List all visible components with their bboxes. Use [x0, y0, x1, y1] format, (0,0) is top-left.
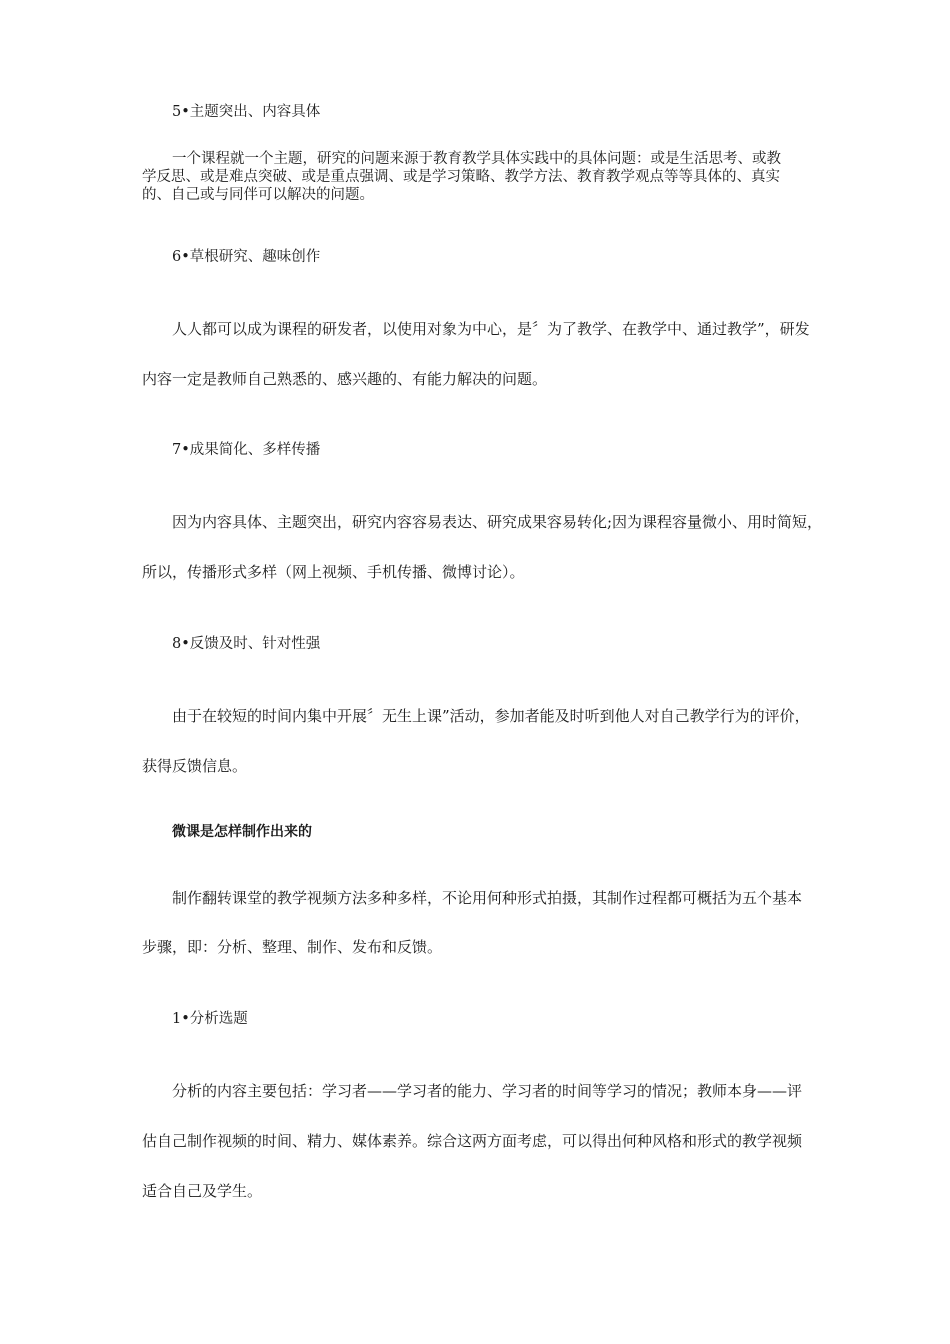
- paragraph-line: 制作翻转课堂的教学视频方法多种多样，不论用何种形式拍摄，其制作过程都可概括为五个基本: [172, 889, 803, 907]
- paragraph-line: 学反思、或是难点突破、或是重点强调、或是学习策略、教学方法、教育教学观点等等具体的、真实: [142, 169, 780, 185]
- section-heading-8: 8•反馈及时、针对性强: [172, 636, 321, 652]
- paragraph-line: 的、自己或与同伴可以解决的问题。: [142, 187, 374, 203]
- paragraph-line: 因为内容具体、主题突出，研究内容容易表达、研究成果容易转化;因为课程容量微小、用时简短，: [172, 513, 823, 531]
- paragraph-line: 一个课程就一个主题，研究的问题来源于教育教学具体实践中的具体问题：或是生活思考、或教: [172, 151, 781, 167]
- paragraph-line: 分析的内容主要包括：学习者——学习者的能力、学习者的时间等学习的情况；教师本身——评: [172, 1082, 803, 1100]
- section-heading-how-made: 微课是怎样制作出来的: [172, 824, 312, 840]
- section-heading-1: 1•分析选题: [172, 1011, 248, 1027]
- paragraph-line: 由于在较短的时间内集中开展〞无生上课”活动，参加者能及时听到他人对自己教学行为的评价，: [172, 707, 810, 725]
- paragraph-line: 适合自己及学生。: [142, 1182, 263, 1200]
- paragraph-line: 估自己制作视频的时间、精力、媒体素养。综合这两方面考虑，可以得出何种风格和形式的教学视频: [142, 1132, 803, 1150]
- paragraph-line: 内容一定是教师自己熟悉的、感兴趣的、有能力解决的问题。: [142, 370, 548, 388]
- section-heading-6: 6•草根研究、趣味创作: [172, 249, 321, 265]
- paragraph-line: 所以，传播形式多样（网上视频、手机传播、微博讨论）。: [142, 563, 525, 581]
- paragraph-line: 人人都可以成为课程的研发者，以使用对象为中心，是〞为了教学、在教学中、通过教学”，研发: [172, 320, 810, 338]
- section-heading-7: 7•成果简化、多样传播: [172, 442, 321, 458]
- paragraph-line: 获得反馈信息。: [142, 757, 248, 775]
- paragraph-line: 步骤，即：分析、整理、制作、发布和反馈。: [142, 938, 443, 956]
- section-heading-5: 5•主题突出、内容具体: [172, 104, 321, 120]
